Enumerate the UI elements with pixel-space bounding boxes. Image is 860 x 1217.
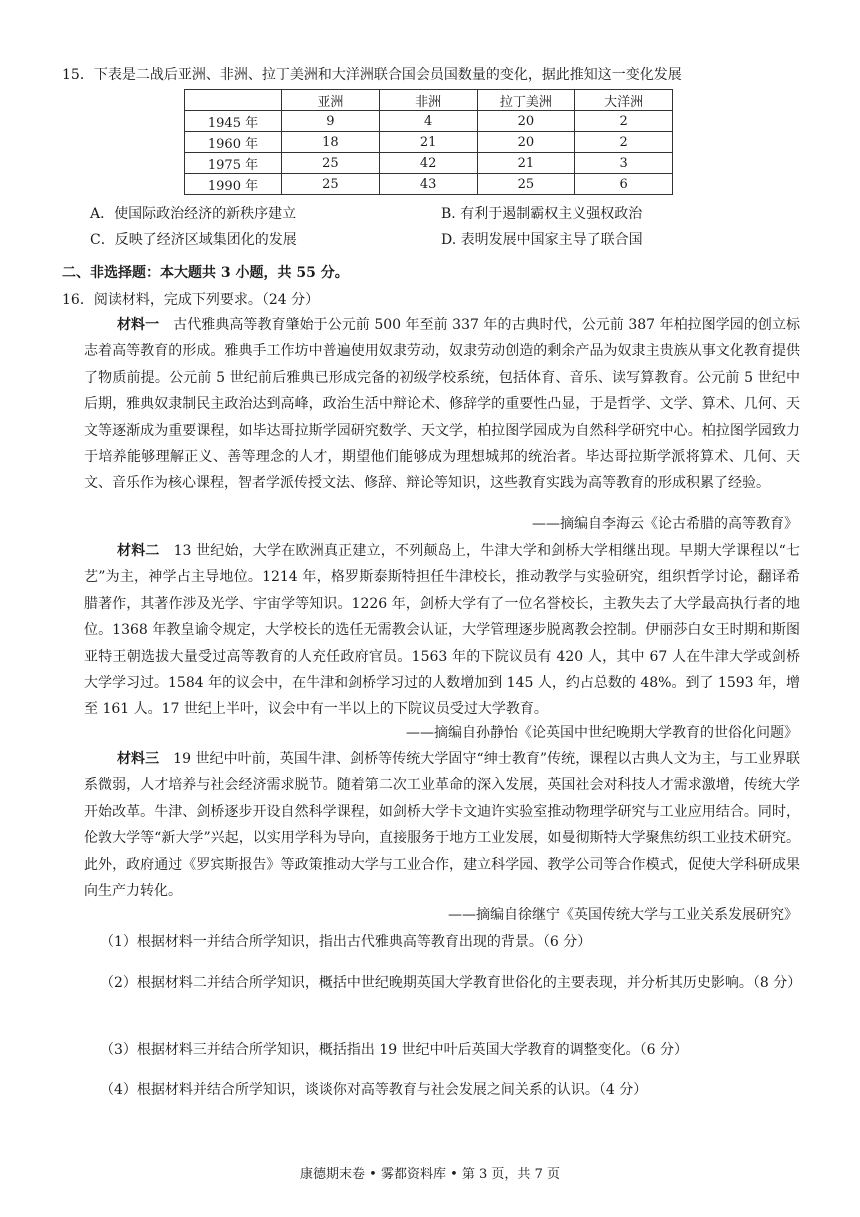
table-header-cell: 非洲 <box>379 90 477 111</box>
table-cell: 2 <box>575 132 673 153</box>
page-footer: 康德期末卷 • 雾都资料库 • 第 3 页，共 7 页 <box>300 1167 560 1182</box>
material-3-label: 材料三 <box>117 751 160 767</box>
option-d: D. 表明发展中国家主导了联合国 <box>441 232 643 248</box>
table-header-row <box>185 90 673 111</box>
subquestion-4: （4）根据材料并结合所学知识，谈谈你对高等教育与社会发展之间关系的认识。（4 分） <box>100 1082 648 1098</box>
option-b: B. 有利于遏制霸权主义强权政治 <box>441 206 643 222</box>
table-cell: 21 <box>379 132 477 153</box>
un-membership-table <box>184 89 673 195</box>
table-cell: 1945 年 <box>185 111 282 132</box>
table-cell: 25 <box>477 174 575 195</box>
table-cell: 25 <box>282 174 380 195</box>
table-cell: 18 <box>282 132 380 153</box>
question-16-stem: 16．阅读材料，完成下列要求。（24 分） <box>62 292 320 308</box>
table-cell: 3 <box>575 153 673 174</box>
table-row <box>185 132 673 153</box>
table-cell: 43 <box>379 174 477 195</box>
table-cell: 25 <box>282 153 380 174</box>
subquestion-1: （1）根据材料一并结合所学知识，指出古代雅典高等教育出现的背景。（6 分） <box>100 934 592 950</box>
table-cell: 6 <box>575 174 673 195</box>
table-row <box>185 111 673 132</box>
table-cell: 1990 年 <box>185 174 282 195</box>
table-cell: 20 <box>477 132 575 153</box>
question-15-stem: 15．下表是二战后亚洲、非洲、拉丁美洲和大洋洲联合国会员国数量的变化，据此推知这一变化发展 <box>62 67 682 83</box>
table-cell: 2 <box>575 111 673 132</box>
table-cell: 1960 年 <box>185 132 282 153</box>
material-1-label: 材料一 <box>117 317 160 333</box>
table-header-cell <box>185 90 282 111</box>
table-cell: 1975 年 <box>185 153 282 174</box>
section-2-title: 二、非选择题：本大题共 3 小题，共 55 分。 <box>62 265 349 281</box>
table-cell: 9 <box>282 111 380 132</box>
table-header-cell: 亚洲 <box>282 90 380 111</box>
table-cell: 42 <box>379 153 477 174</box>
option-c: C．反映了经济区域集团化的发展 <box>90 232 297 248</box>
material-2-source: ——摘编自孙静怡《论英国中世纪晚期大学教育的世俗化问题》 <box>406 725 798 741</box>
material-1 <box>84 312 800 497</box>
table-cell: 20 <box>477 111 575 132</box>
material-2-label: 材料二 <box>117 543 160 559</box>
material-3 <box>84 746 800 904</box>
subquestion-2: （2）根据材料二并结合所学知识，概括中世纪晚期英国大学教育世俗化的主要表现，并分析其历史影响。（8 分） <box>100 975 802 991</box>
table-row <box>185 174 673 195</box>
material-3-text: 19 世纪中叶前，英国牛津、剑桥等传统大学固守“绅士教育”传统，课程以古典人文为主，与工业界联系微弱，人才培养与社会经济需求脱节。随着第二次工业革命的深入发展，英国社会对科技人才需求激增，传统大学开始改革。牛津、剑桥逐步开设自然科学课程，如剑桥大学卡文迪许实验室推动物理学研究与工业应用结合。同时，伦敦大学等“新大学”兴起，以实用学科为导向，直接服务于地方工业发展，如曼彻斯特大学聚焦纺织工业技术研究。此外，政府通过《罗宾斯报告》等政策推动大学与工业合作，建立科学园、教学公司等合作模式，促使大学科研成果向生产力转化。 <box>84 751 801 900</box>
subquestion-3: （3）根据材料三并结合所学知识，概括指出 19 世纪中叶后英国大学教育的调整变化。（6 分） <box>100 1042 688 1058</box>
material-2 <box>84 538 800 723</box>
table-row <box>185 153 673 174</box>
material-1-source: ——摘编自李海云《论古希腊的高等教育》 <box>532 516 798 532</box>
material-2-text: 13 世纪始，大学在欧洲真正建立，不列颠岛上，牛津大学和剑桥大学相继出现。早期大学课程以“七艺”为主，神学占主导地位。1214 年，格罗斯泰斯特担任牛津校长，推动教学与实验研究，组织哲学讨论，翻译希腊著作，其著作涉及光学、宇宙学等知识。1226 年，剑桥大学有了一位名誉校长，主教失去了大学最高执行者的地位。1368 年教皇谕令规定，大学校长的选任无需教会认证，大学管理逐步脱离教会控制。伊丽莎白女王时期和斯图亚特王朝选拔大量受过高等教育的人充任政府官员。1563 年的下院议员有 420 人，其中 67 人在牛津大学或剑桥大学学习过。1584 年的议会中，在牛津和剑桥学习过的人数增加到 145 人，约占总数的 48%。到了 1593 年，增至 161 人。17 世纪上半叶，议会中有一半以上的下院议员受过大学教育。 <box>84 543 800 718</box>
material-1-text: 古代雅典高等教育肇始于公元前 500 年至前 337 年的古典时代，公元前 387 年柏拉图学园的创立标志着高等教育的形成。雅典手工作坊中普遍使用奴隶劳动，奴隶劳动创造的剩余产品为奴隶主贵族从事文化教育提供了物质前提。公元前 5 世纪前后雅典已形成完备的初级学校系统，包括体育、音乐、读写算教育。公元前 5 世纪中后期，雅典奴隶制民主政治达到高峰，政治生活中辩论术、修辞学的重要性凸显，于是哲学、文学、算术、几何、天文等逐渐成为重要课程，如毕达哥拉斯学园研究数学、天文学，柏拉图学园成为自然科学研究中心。柏拉图学园致力于培养能够理解正义、善等理念的人才，期望他们能够成为理想城邦的统治者。毕达哥拉斯学派将算术、几何、天文、音乐作为核心课程，智者学派传授文法、修辞、辩论等知识，这些教育实践为高等教育的形成积累了经验。 <box>84 317 800 492</box>
table-header-cell: 大洋洲 <box>575 90 673 111</box>
table-cell: 21 <box>477 153 575 174</box>
option-a: A．使国际政治经济的新秩序建立 <box>90 206 297 222</box>
material-3-source: ——摘编自徐继宁《英国传统大学与工业关系发展研究》 <box>448 907 798 923</box>
table-cell: 4 <box>379 111 477 132</box>
table-header-cell: 拉丁美洲 <box>477 90 575 111</box>
